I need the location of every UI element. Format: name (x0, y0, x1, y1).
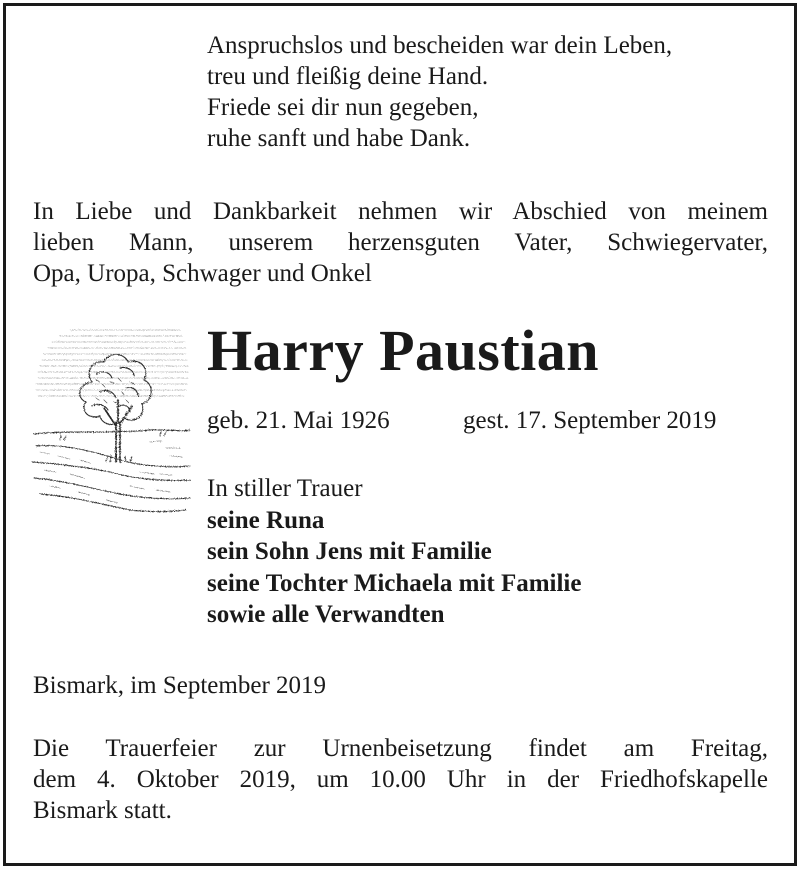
death-date: gest. 17. September 2019 (463, 407, 717, 434)
mourners-heading: In stiller Trauer (207, 475, 363, 502)
mourner-name: seine Runa (207, 506, 325, 534)
memorial-poem (207, 30, 672, 154)
funeral-line: Die Trauerfeier zur Urnenbeisetzung findet am Freitag, (33, 735, 768, 762)
poem-line: Friede sei dir nun gegeben, (207, 94, 479, 121)
poem-line: treu und fleißig deine Hand. (207, 63, 489, 90)
birth-date: geb. 21. Mai 1926 (207, 407, 390, 434)
intro-line: In Liebe und Dankbarkeit nehmen wir Abschied von meinem (33, 198, 768, 225)
funeral-line: Bismark statt. (33, 797, 172, 824)
funeral-line: dem 4. Oktober 2019, um 10.00 Uhr in der Friedhofskapelle (33, 766, 768, 793)
mourner-name: sowie alle Verwandten (207, 601, 445, 628)
tree-landscape-illustration (30, 322, 192, 518)
intro-line: lieben Mann, unserem herzensguten Vater, Schwiegervater, (33, 229, 768, 256)
intro-line: Opa, Uropa, Schwager und Onkel (33, 260, 372, 287)
mourner-name: sein Sohn Jens mit Familie (207, 538, 492, 565)
deceased-name: Harry Paustian (207, 318, 600, 383)
poem-line: ruhe sanft und habe Dank. (207, 125, 471, 152)
mourner-name: seine Tochter Michaela mit Familie (207, 569, 582, 597)
funeral-details (33, 733, 768, 826)
mourners-list (207, 473, 581, 631)
farewell-intro (33, 196, 768, 289)
poem-line: Anspruchslos und bescheiden war dein Leben, (207, 32, 673, 59)
place-and-date: Bismark, im September 2019 (33, 672, 327, 699)
